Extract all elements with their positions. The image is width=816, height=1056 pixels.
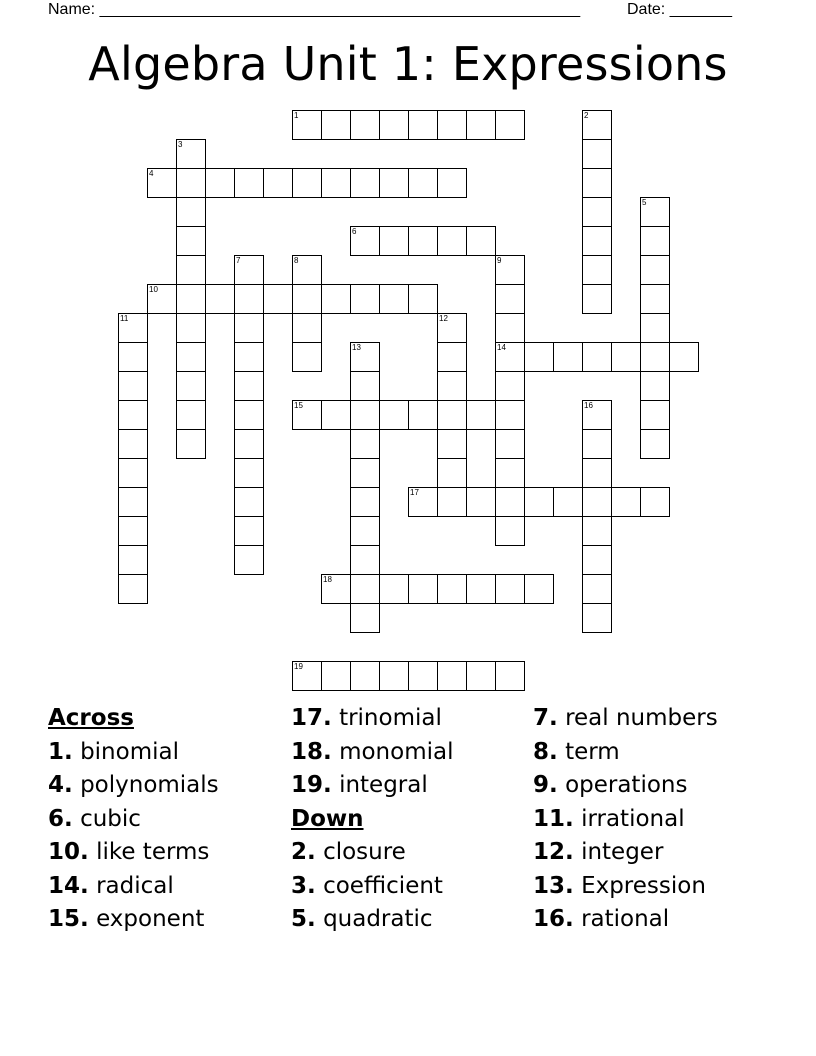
crossword-cell[interactable] <box>292 661 322 691</box>
crossword-cell[interactable] <box>292 313 322 343</box>
crossword-cell[interactable] <box>118 487 148 517</box>
crossword-cell[interactable] <box>176 371 206 401</box>
crossword-cell[interactable] <box>582 168 612 198</box>
clue-down-11: 11. irrational <box>533 805 685 832</box>
crossword-cell[interactable] <box>640 342 670 372</box>
crossword-cell[interactable] <box>524 487 554 517</box>
crossword-cell[interactable] <box>118 400 148 430</box>
crossword-cell[interactable] <box>350 226 380 256</box>
crossword-cell[interactable] <box>553 487 583 517</box>
crossword-cell[interactable] <box>495 110 525 140</box>
crossword-cell[interactable] <box>379 284 409 314</box>
clue-number: 18 <box>323 575 332 584</box>
crossword-cell[interactable] <box>408 284 438 314</box>
clue-number: 3 <box>178 140 183 149</box>
crossword-cell[interactable] <box>466 574 496 604</box>
clue-number: 1 <box>294 111 299 120</box>
crossword-cell[interactable] <box>321 168 351 198</box>
clue-across-18: 18. monomial <box>291 738 454 765</box>
clue-number: 13 <box>352 343 361 352</box>
crossword-cell[interactable] <box>582 139 612 169</box>
crossword-cell[interactable] <box>176 168 206 198</box>
clue-number: 15 <box>294 401 303 410</box>
crossword-cell[interactable] <box>292 400 322 430</box>
clue-across-6: 6. cubic <box>48 805 141 832</box>
clue-number: 7 <box>236 256 241 265</box>
crossword-cell[interactable] <box>640 371 670 401</box>
crossword-cell[interactable] <box>292 110 322 140</box>
crossword-cell[interactable] <box>147 168 177 198</box>
crossword-cell[interactable] <box>582 603 612 633</box>
name-line: Name: ______________________________________________________ <box>48 1 581 18</box>
crossword-cell[interactable] <box>263 284 293 314</box>
crossword-cell[interactable] <box>640 400 670 430</box>
crossword-cell[interactable] <box>205 284 235 314</box>
crossword-cell[interactable] <box>292 168 322 198</box>
crossword-cell[interactable] <box>234 516 264 546</box>
clue-number: 4 <box>149 169 154 178</box>
crossword-cell[interactable] <box>495 661 525 691</box>
crossword-cell[interactable] <box>582 458 612 488</box>
crossword-cell[interactable] <box>379 226 409 256</box>
clues-column-2 <box>291 702 453 937</box>
crossword-cell[interactable] <box>640 284 670 314</box>
crossword-cell[interactable] <box>553 342 583 372</box>
crossword-cell[interactable] <box>350 371 380 401</box>
clue-across-19: 19. integral <box>291 772 428 798</box>
clue-down-16: 16. rational <box>533 906 670 932</box>
crossword-cell[interactable] <box>437 429 467 459</box>
crossword-cell[interactable] <box>495 371 525 401</box>
clue-down-5: 5. quadratic <box>291 906 433 932</box>
clue-number: 17 <box>410 488 419 497</box>
crossword-cell[interactable] <box>582 429 612 459</box>
clue-across-14: 14. radical <box>48 872 174 899</box>
crossword-cell[interactable] <box>437 313 467 343</box>
crossword-cell[interactable] <box>350 458 380 488</box>
crossword-cell[interactable] <box>118 458 148 488</box>
clues-column-1 <box>48 702 219 937</box>
crossword-cell[interactable] <box>176 255 206 285</box>
crossword-cell[interactable] <box>437 110 467 140</box>
crossword-cell[interactable] <box>176 429 206 459</box>
crossword-cell[interactable] <box>234 371 264 401</box>
clues-column-3 <box>533 702 718 937</box>
crossword-cell[interactable] <box>495 516 525 546</box>
crossword-cell[interactable] <box>350 545 380 575</box>
crossword-cell[interactable] <box>321 110 351 140</box>
clue-down-13: 13. Expression <box>533 872 706 899</box>
crossword-cell[interactable] <box>582 284 612 314</box>
crossword-cell[interactable] <box>118 342 148 372</box>
crossword-cell[interactable] <box>176 226 206 256</box>
crossword-cell[interactable] <box>466 400 496 430</box>
crossword-cell[interactable] <box>234 255 264 285</box>
crossword-cell[interactable] <box>640 429 670 459</box>
crossword-cell[interactable] <box>408 574 438 604</box>
crossword-cell[interactable] <box>669 342 699 372</box>
crossword-cell[interactable] <box>611 487 641 517</box>
crossword-cell[interactable] <box>640 255 670 285</box>
crossword-cell[interactable] <box>379 168 409 198</box>
crossword-cell[interactable] <box>495 429 525 459</box>
crossword-cell[interactable] <box>118 516 148 546</box>
crossword-cell[interactable] <box>582 110 612 140</box>
crossword-cell[interactable] <box>437 168 467 198</box>
crossword-cell[interactable] <box>582 487 612 517</box>
crossword-cell[interactable] <box>524 342 554 372</box>
crossword-cell[interactable] <box>495 255 525 285</box>
crossword-cell[interactable] <box>118 574 148 604</box>
crossword-cell[interactable] <box>350 603 380 633</box>
crossword-cell[interactable] <box>176 400 206 430</box>
clue-number: 9 <box>497 256 502 265</box>
crossword-cell[interactable] <box>408 661 438 691</box>
clue-number: 14 <box>497 343 506 352</box>
clue-number: 8 <box>294 256 299 265</box>
crossword-cell[interactable] <box>437 371 467 401</box>
crossword-cell[interactable] <box>379 110 409 140</box>
crossword-cell[interactable] <box>582 545 612 575</box>
crossword-cell[interactable] <box>495 458 525 488</box>
clue-across-15: 15. exponent <box>48 906 205 932</box>
crossword-cell[interactable] <box>582 400 612 430</box>
clue-across-1: 1. binomial <box>48 738 179 765</box>
crossword-cell[interactable] <box>379 574 409 604</box>
crossword-cell[interactable] <box>292 342 322 372</box>
crossword-cell[interactable] <box>234 458 264 488</box>
crossword-cell[interactable] <box>321 284 351 314</box>
crossword-cell[interactable] <box>582 574 612 604</box>
crossword-cell[interactable] <box>437 487 467 517</box>
clue-down-8: 8. term <box>533 738 620 765</box>
date-line: Date: _______ <box>627 1 732 18</box>
crossword-cell[interactable] <box>234 400 264 430</box>
crossword-cell[interactable] <box>321 400 351 430</box>
crossword-cell[interactable] <box>350 168 380 198</box>
crossword-cell[interactable] <box>350 429 380 459</box>
crossword-cell[interactable] <box>495 284 525 314</box>
clue-across-4: 4. polynomials <box>48 772 219 798</box>
clue-across-10: 10. like terms <box>48 839 210 865</box>
crossword-cell[interactable] <box>205 168 235 198</box>
crossword-cell[interactable] <box>466 661 496 691</box>
crossword-cell[interactable] <box>408 226 438 256</box>
crossword-cell[interactable] <box>234 284 264 314</box>
crossword-cell[interactable] <box>176 342 206 372</box>
clue-number: 19 <box>294 662 303 671</box>
crossword-cell[interactable] <box>437 574 467 604</box>
crossword-cell[interactable] <box>582 516 612 546</box>
clue-number: 5 <box>642 198 647 207</box>
crossword-cell[interactable] <box>466 110 496 140</box>
crossword-cell[interactable] <box>640 226 670 256</box>
crossword-cell[interactable] <box>234 313 264 343</box>
crossword-cell[interactable] <box>350 342 380 372</box>
crossword-cell[interactable] <box>582 342 612 372</box>
clue-number: 10 <box>149 285 158 294</box>
crossword-cell[interactable] <box>379 661 409 691</box>
crossword-cell[interactable] <box>263 168 293 198</box>
clue-number: 6 <box>352 227 357 236</box>
clue-number: 12 <box>439 314 448 323</box>
crossword-cell[interactable] <box>234 342 264 372</box>
crossword-cell[interactable] <box>437 400 467 430</box>
clue-down-7: 7. real numbers <box>533 705 718 731</box>
crossword-cell[interactable] <box>350 284 380 314</box>
crossword-cell[interactable] <box>640 313 670 343</box>
crossword-cell[interactable] <box>234 429 264 459</box>
crossword-cell[interactable] <box>495 487 525 517</box>
crossword-cell[interactable] <box>350 400 380 430</box>
clue-number: 2 <box>584 111 589 120</box>
clue-down-3: 3. coefficient <box>291 872 443 899</box>
crossword-cell[interactable] <box>408 168 438 198</box>
crossword-cell[interactable] <box>379 400 409 430</box>
crossword-cell[interactable] <box>292 255 322 285</box>
clue-number: 16 <box>584 401 593 410</box>
down-heading: Down <box>291 805 364 832</box>
across-heading: Across <box>48 705 134 731</box>
crossword-cell[interactable] <box>495 400 525 430</box>
crossword-cell[interactable] <box>118 371 148 401</box>
crossword-cell[interactable] <box>408 110 438 140</box>
crossword-cell[interactable] <box>611 342 641 372</box>
crossword-cell[interactable] <box>234 487 264 517</box>
crossword-cell[interactable] <box>524 574 554 604</box>
crossword-cell[interactable] <box>640 197 670 227</box>
crossword-cell[interactable] <box>176 197 206 227</box>
crossword-cell[interactable] <box>292 284 322 314</box>
crossword-cell[interactable] <box>582 226 612 256</box>
crossword-cell[interactable] <box>640 487 670 517</box>
crossword-cell[interactable] <box>350 661 380 691</box>
crossword-cell[interactable] <box>495 342 525 372</box>
clue-down-2: 2. closure <box>291 839 406 865</box>
crossword-cell[interactable] <box>437 226 467 256</box>
crossword-cell[interactable] <box>408 487 438 517</box>
crossword-cell[interactable] <box>118 313 148 343</box>
crossword-cell[interactable] <box>350 516 380 546</box>
page-title: Algebra Unit 1: Expressions <box>88 37 728 91</box>
crossword-cell[interactable] <box>466 487 496 517</box>
crossword-cell[interactable] <box>437 661 467 691</box>
crossword-cell[interactable] <box>234 545 264 575</box>
crossword-cell[interactable] <box>495 313 525 343</box>
crossword-cell[interactable] <box>176 284 206 314</box>
crossword-cell[interactable] <box>321 574 351 604</box>
crossword-cell[interactable] <box>582 197 612 227</box>
clue-down-9: 9. operations <box>533 772 688 798</box>
crossword-cell[interactable] <box>466 226 496 256</box>
crossword-cell[interactable] <box>437 342 467 372</box>
crossword-cell[interactable] <box>118 429 148 459</box>
crossword-cell[interactable] <box>118 545 148 575</box>
clue-down-12: 12. integer <box>533 839 664 865</box>
crossword-cell[interactable] <box>495 574 525 604</box>
crossword-cell[interactable] <box>350 487 380 517</box>
crossword-cell[interactable] <box>350 110 380 140</box>
crossword-cell[interactable] <box>147 284 177 314</box>
crossword-cell[interactable] <box>437 458 467 488</box>
clue-across-17: 17. trinomial <box>291 705 442 731</box>
crossword-cell[interactable] <box>582 255 612 285</box>
crossword-cell[interactable] <box>234 168 264 198</box>
crossword-cell[interactable] <box>176 313 206 343</box>
clue-number: 11 <box>120 314 129 323</box>
crossword-cell[interactable] <box>321 661 351 691</box>
crossword-cell[interactable] <box>408 400 438 430</box>
crossword-cell[interactable] <box>350 574 380 604</box>
crossword-cell[interactable] <box>176 139 206 169</box>
